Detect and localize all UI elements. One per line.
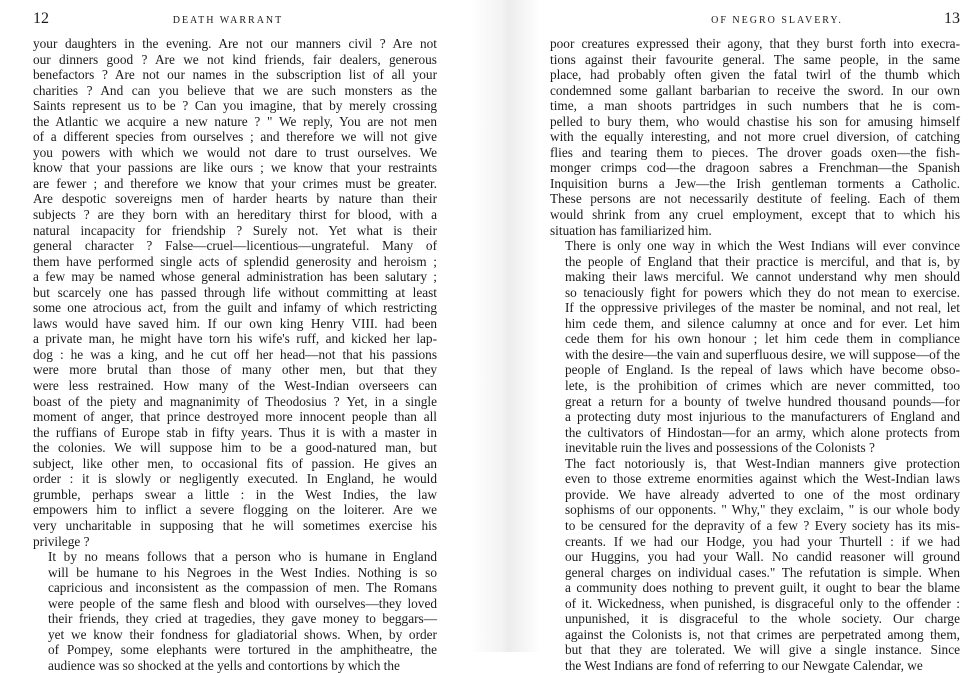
text-line: people of England. Is the repeal of laws which have become obso- bbox=[565, 362, 960, 378]
text-line: The fact notoriously is, that West-Indian manners give protection bbox=[565, 455, 960, 471]
text-line: natural incapacity for friendship ? Surely not. Yet what is their bbox=[33, 222, 437, 238]
right-page bbox=[540, 0, 980, 673]
right-running-title: OF NEGRO SLAVERY. bbox=[711, 15, 843, 26]
text-line: unpunished, it is disgraceful to the whole society. Our charge bbox=[565, 611, 960, 627]
text-line: a few may be named whose general administration has been salutary ; bbox=[33, 269, 437, 285]
text-line: If the oppressive privileges of the master be nominal, and not real, let bbox=[565, 300, 960, 316]
text-line: the West Indians are fond of referring to our Newgate Calendar, we bbox=[565, 657, 923, 673]
right-paragraph-1 bbox=[550, 36, 960, 238]
text-line: dog : he was a king, and he cut off her head—not that his passions bbox=[33, 346, 437, 362]
text-line: some one atrocious act, from the guilt and infamy of which restricting bbox=[33, 300, 437, 316]
text-line: It by no means follows that a person who is humane in England bbox=[48, 549, 437, 565]
text-line: tions against their favourite general. The same people, in the same bbox=[550, 51, 960, 67]
text-line: were people of the same flesh and blood with ourselves—they loved bbox=[48, 595, 437, 611]
text-line: monger crimps cod—the dragoon sabres a Frenchman—the Spanish bbox=[550, 160, 960, 176]
left-running-title: DEATH WARRANT bbox=[172, 15, 284, 26]
left-page-number: 12 bbox=[33, 10, 49, 27]
text-line: provide. We have already adverted to one of the most ordinary bbox=[565, 486, 960, 502]
text-line: pelled to bury them, who would chastise his son for amusing himself bbox=[550, 113, 960, 129]
right-paragraph-3 bbox=[550, 456, 960, 673]
text-line: will be humane to his Negroes in the West Indies. Nothing is so bbox=[48, 564, 437, 580]
text-line: flies and tearing them to pieces. The drover goads oxen—the fish- bbox=[550, 144, 960, 160]
text-line: so tenaciously fight for powers which they do not mean to exercise. bbox=[565, 284, 960, 300]
left-running-head bbox=[33, 10, 437, 36]
text-line: Saints represent us to be ? Can you imagine, that by merely crossing bbox=[33, 98, 437, 114]
text-line: privilege ? bbox=[33, 533, 90, 549]
text-line: general character ? False—cruel—licentious—ungrateful. Many of bbox=[33, 238, 437, 254]
text-line: but scarcely one has passed through life without committing at least bbox=[33, 284, 437, 300]
text-line: subjects ? are they born with an hereditary thirst for blood, with a bbox=[33, 207, 437, 223]
text-line: making their laws merciful. We cannot understand why men should bbox=[565, 269, 960, 285]
right-page-number: 13 bbox=[944, 10, 960, 27]
text-line: very uncharitable in supposing that he will sometimes exercise his bbox=[33, 517, 437, 533]
text-line: moment of anger, that prince destroyed more innocent people than all bbox=[33, 409, 437, 425]
text-line: There is only one way in which the West Indians will ever convince bbox=[565, 238, 960, 254]
text-line: you powers with which we would not dare to trust ourselves. We bbox=[33, 144, 437, 160]
text-line: time, a man shoots partridges in such numbers that he is com- bbox=[550, 98, 960, 114]
text-line: know that your passions are like ours ; we know that your restraints bbox=[33, 160, 437, 176]
text-line: but that they are tolerated. We will give a single instance. Since bbox=[565, 642, 960, 658]
text-line: charities ? And can you believe that we are such monsters as the bbox=[33, 82, 437, 98]
text-line: them have performed single acts of splendid generosity and heroism ; bbox=[33, 253, 437, 269]
text-line: your daughters in the evening. Are not our manners civil ? Are not bbox=[33, 36, 437, 51]
text-line: audience was so shocked at the yells and contortions by which the bbox=[48, 657, 400, 673]
text-line: laws would have saved him. If our own king Henry VIII. had been bbox=[33, 315, 437, 331]
text-line: of it. Wickedness, when punished, is disgraceful only to the offender : bbox=[565, 595, 960, 611]
text-line: sophisms of our opponents. " Why," they exclaim, " is our whole body bbox=[565, 502, 960, 518]
text-line: empowers him to inflict a severe flogging on the loiterer. Are we bbox=[33, 502, 437, 518]
left-page bbox=[0, 0, 470, 673]
text-line: our Huggins, you had your Wall. No candid reasoner will ground bbox=[565, 549, 960, 565]
text-line: condemned some gallant barbarian to receive the sword. In our own bbox=[550, 82, 960, 98]
text-line: yet we know their fondness for gladiatorial shows. When, by order bbox=[48, 626, 437, 642]
text-line: the cultivators of Hindostan—for an army, which alone protects from bbox=[565, 424, 960, 440]
text-line: Are despotic sovereigns men of harder hearts by nature than their bbox=[33, 191, 437, 207]
text-line: place, had probably often given the fatal twirl of the thumb which bbox=[550, 67, 960, 83]
left-body-text bbox=[33, 36, 437, 673]
text-line: capricious and inconsistent as the compassion of men. The Romans bbox=[48, 580, 437, 596]
text-line: are fewer ; and therefore we know that your crimes must be greater. bbox=[33, 175, 437, 191]
text-line: even to those extreme enormities against which the West-Indian laws bbox=[565, 471, 960, 487]
text-line: situation has familiarized him. bbox=[550, 222, 712, 238]
text-line: cede them for his own honour ; let him cede them in compliance bbox=[565, 331, 960, 347]
text-line: with the desire—the vain and superfluous desire, we will suppose—of the bbox=[565, 346, 960, 362]
text-line: boast of the piety and magnanimity of Theodosius ? Yet, in a single bbox=[33, 393, 437, 409]
right-paragraph-2 bbox=[550, 238, 960, 456]
text-line: their friends, they cried at tragedies, they gave money to beggars— bbox=[48, 611, 437, 627]
text-line: creants. If we had our Hodge, you had your Thurtell : if we had bbox=[565, 533, 960, 549]
text-line: him cede them, and silence calumny at once and for ever. Let him bbox=[565, 315, 960, 331]
text-line: the colonies. We will suppose him to be a good-natured man, but bbox=[33, 440, 437, 456]
text-line: great a return for a bounty of twelve hundred thousand pounds—for bbox=[565, 393, 960, 409]
text-line: were more brutal than those of many other men, but that they bbox=[33, 362, 437, 378]
text-line: a community does nothing to prevent guilt, it ought to bear the blame bbox=[565, 580, 960, 596]
text-line: subject, like other men, to occasional fits of passion. He gives an bbox=[33, 455, 437, 471]
text-line: our dinners good ? Are we not kind friends, fair dealers, generous bbox=[33, 51, 437, 67]
text-line: were less restrained. How many of the West-Indian overseers can bbox=[33, 378, 437, 394]
text-line: Inquisition burns a Jew—the Irish gentleman torments a Catholic. bbox=[550, 175, 960, 191]
book-gutter bbox=[470, 0, 540, 652]
text-line: poor creatures expressed their agony, that they burst forth into execra- bbox=[550, 36, 960, 51]
left-paragraph-2 bbox=[33, 549, 437, 673]
text-line: the ruffians of Europe stab in fifty years. Thus it is with a master in bbox=[33, 424, 437, 440]
text-line: the people of England that their practice is merciful, and that is, by bbox=[565, 253, 960, 269]
text-line: inevitable ruin the lives and possessions of the Colonists ? bbox=[565, 440, 875, 456]
text-line: These persons are not necessarily destitute of feeling. Each of them bbox=[550, 191, 960, 207]
left-paragraph-1 bbox=[33, 36, 437, 549]
text-line: grumble, perhaps swear a little : in the West Indies, the law bbox=[33, 486, 437, 502]
text-line: the Atlantic we acquire a new nature ? " We reply, You are not men bbox=[33, 113, 437, 129]
text-line: of Pompey, some elephants were tortured in the amphitheatre, the bbox=[48, 642, 437, 658]
text-line: benefactors ? Are not our names in the subscription list of all your bbox=[33, 67, 437, 83]
text-line: against the Colonists is, not that crimes are perpetrated among them, bbox=[565, 626, 960, 642]
text-line: a protecting duty most injurious to the manufacturers of England and bbox=[565, 409, 960, 425]
text-line: general charges on individual cases." The refutation is simple. When bbox=[565, 564, 960, 580]
text-line: with the equally interesting, and not more cruel diversion, of catching bbox=[550, 129, 960, 145]
text-line: of a different species from ourselves ; and therefore we will not give bbox=[33, 129, 437, 145]
right-running-head bbox=[550, 10, 960, 36]
text-line: a private man, he might have torn his wife's ruff, and kicked her lap- bbox=[33, 331, 437, 347]
text-line: lete, is the prohibition of crimes which are never committed, too bbox=[565, 378, 960, 394]
text-line: order : it is slowly or negligently executed. In England, he would bbox=[33, 471, 437, 487]
text-line: to be censured for the depravity of a few ? Every society has its mis- bbox=[565, 517, 960, 533]
text-line: would shrink from any cruel employment, except that to which his bbox=[550, 207, 960, 223]
right-body-text bbox=[550, 36, 960, 673]
